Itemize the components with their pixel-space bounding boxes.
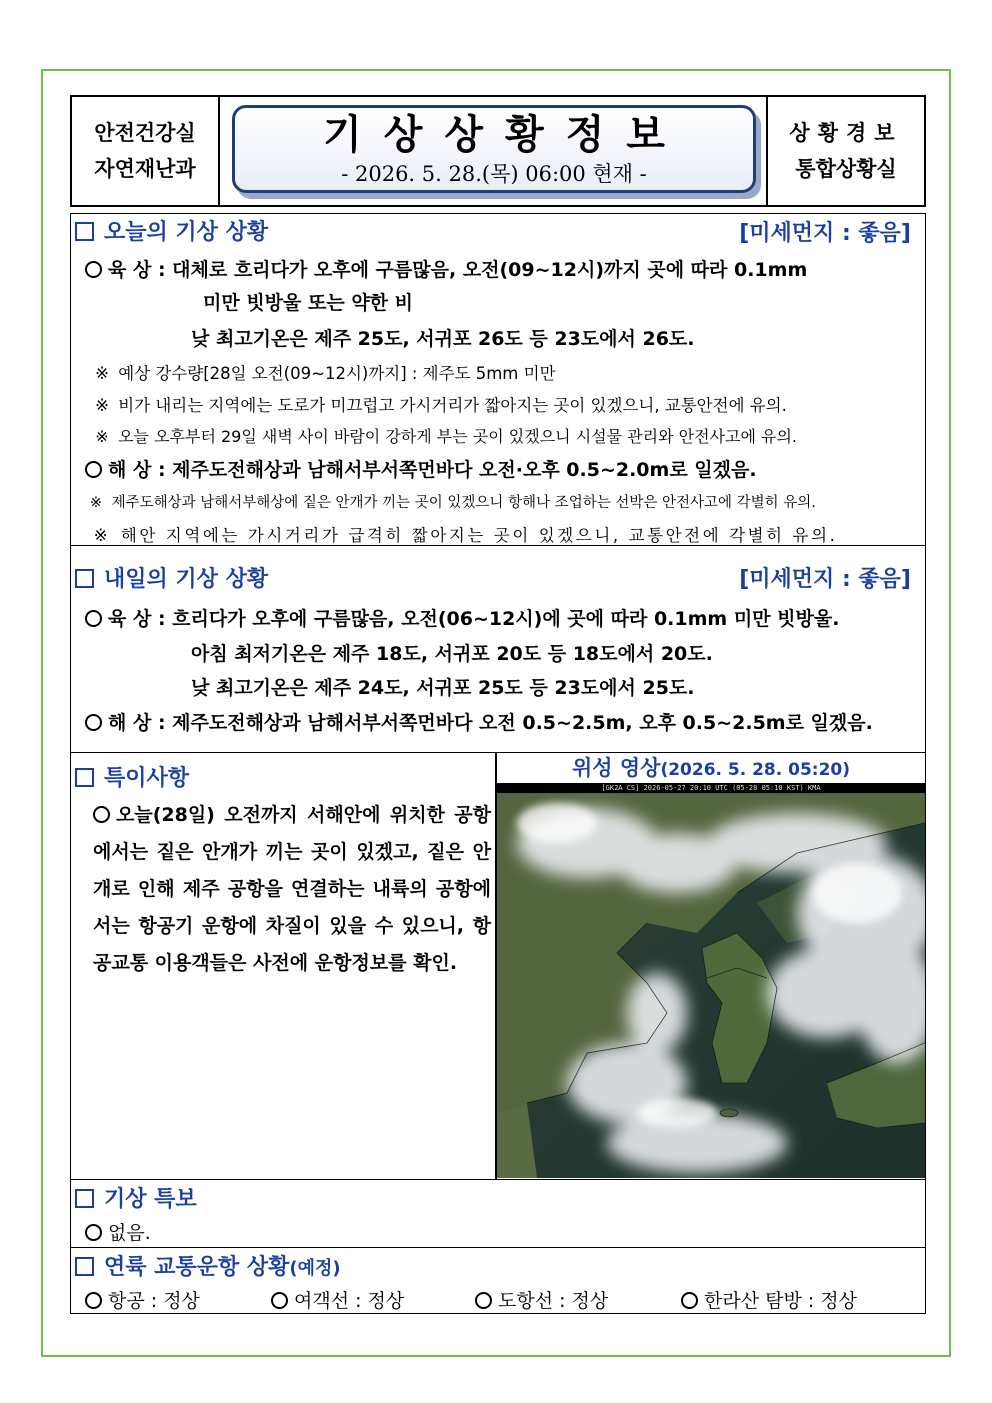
today-section [70, 213, 926, 546]
circle-bullet-icon [93, 806, 110, 823]
circle-bullet-icon [85, 461, 102, 478]
reference-mark-icon: ※ [89, 495, 103, 511]
today-sea-line: 해 상 : 제주도전해상과 남해서부서쪽먼바다 오전·오후 0.5~2.0m로 일겠음. [85, 455, 757, 482]
special-text: 오늘(28일) 오전까지 서해안에 위치한 공항에서는 짙은 안개가 끼는 곳이 있겠고, 짙은 안개로 인해 제주 공항을 연결하는 내륙의 공항에서는 항공기 운항에 차질이 있을 수 있으니, 항공교통 이용객들은 사전에 운항정보를 확인. [93, 804, 491, 974]
header [70, 95, 926, 207]
traffic-heading: 연륙 교통운항 상황(예정) [75, 1250, 341, 1281]
checkbox-icon [75, 222, 94, 241]
satellite-image [497, 783, 925, 1178]
traffic-item-island-ferry: 도항선 : 정상 [475, 1286, 608, 1313]
circle-bullet-icon [85, 1224, 102, 1241]
department-line1: 안전건강실 [94, 121, 196, 145]
special-heading: 특이사항 [75, 761, 189, 792]
circle-bullet-icon [85, 714, 102, 731]
reference-mark-icon: ※ [95, 396, 109, 415]
checkbox-icon [75, 768, 94, 787]
today-note5: ※ 해안 지역에는 가시거리가 급격히 짧아지는 곳이 있겠으니, 교통안전에 각별히 유의. [91, 522, 837, 546]
satellite-caption: [GK2A CS] 2026-05-27 20:10 UTC (05-28 05:10 KST) KMA [497, 783, 925, 793]
circle-bullet-icon [271, 1292, 288, 1309]
tomorrow-dust: [미세먼지 : 좋음] [739, 567, 911, 592]
office-block [766, 97, 924, 205]
today-note1: ※ 예상 강수량[28일 오전(09~12시)까지] : 제주도 5mm 미만 [91, 360, 556, 384]
warning-content: 없음. [85, 1218, 151, 1245]
checkbox-icon [75, 1257, 94, 1276]
today-land-line2: 미만 빗방울 또는 약한 비 [203, 292, 413, 314]
today-note3: ※ 오늘 오후부터 29일 새벽 사이 바람이 강하게 부는 곳이 있겠으니 시설물 관리와 안전사고에 유의. [91, 424, 797, 447]
today-heading: 오늘의 기상 상황 [75, 215, 268, 246]
today-dust: [미세먼지 : 좋음] [739, 221, 911, 246]
page-title: 기상상황정보 [323, 111, 687, 158]
today-land-line3: 낮 최고기온은 제주 25도, 서귀포 26도 등 23도에서 26도. [191, 328, 695, 350]
reference-mark-icon: ※ [95, 427, 109, 446]
today-note4: ※ 제주도해상과 남해서부해상에 짙은 안개가 끼는 곳이 있겠으니 항해나 조업하는 선박은 안전사고에 각별히 유의. [85, 491, 816, 512]
circle-bullet-icon [475, 1292, 492, 1309]
special-section [70, 753, 926, 1180]
tomorrow-sea-line: 해 상 : 제주도전해상과 남해서부서쪽먼바다 오전 0.5~2.5m, 오후 0.5~2.5m로 일겠음. [85, 708, 873, 735]
traffic-item-hallasan: 한라산 탐방 : 정상 [681, 1286, 857, 1313]
office-line1: 상황경보 [789, 121, 903, 145]
tomorrow-land-line3: 낮 최고기온은 제주 24도, 서귀포 25도 등 23도에서 25도. [191, 677, 695, 699]
tomorrow-heading: 내일의 기상 상황 [75, 562, 268, 593]
satellite-map-graphic [497, 783, 925, 1178]
traffic-section [70, 1248, 926, 1314]
office-line2: 통합상황실 [795, 157, 897, 181]
circle-bullet-icon [85, 610, 102, 627]
warning-section [70, 1180, 926, 1248]
circle-bullet-icon [85, 261, 102, 278]
warning-heading: 기상 특보 [75, 1182, 197, 1213]
traffic-item-air: 항공 : 정상 [85, 1286, 200, 1313]
reference-mark-icon: ※ [95, 364, 109, 383]
tomorrow-land-line2: 아침 최저기온은 제주 18도, 서귀포 20도 등 18도에서 20도. [191, 643, 713, 665]
department-line2: 자연재난과 [94, 157, 196, 181]
reference-mark-icon: ※ [93, 526, 111, 545]
title-box [232, 105, 756, 193]
tomorrow-section [70, 546, 926, 753]
checkbox-icon [75, 1189, 94, 1208]
page-subtitle: - 2026. 5. 28.(목) 06:00 현재 - [341, 162, 647, 186]
tomorrow-land-line1: 육 상 : 흐리다가 오후에 구름많음, 오전(06~12시)에 곳에 따라 0.1mm 미만 빗방울. [85, 604, 839, 631]
circle-bullet-icon [681, 1292, 698, 1309]
today-note2: ※ 비가 내리는 지역에는 도로가 미끄럽고 가시거리가 짧아지는 곳이 있겠으니, 교통안전에 유의. [91, 392, 787, 416]
satellite-title: 위성 영상(2026. 5. 28. 05:20) [571, 756, 851, 780]
traffic-item-ferry: 여객선 : 정상 [271, 1286, 404, 1313]
department-block [72, 97, 220, 205]
checkbox-icon [75, 569, 94, 588]
today-land-line1: 육 상 : 대체로 흐리다가 오후에 구름많음, 오전(09~12시)까지 곳에 따라 0.1mm [85, 255, 807, 282]
circle-bullet-icon [85, 1292, 102, 1309]
